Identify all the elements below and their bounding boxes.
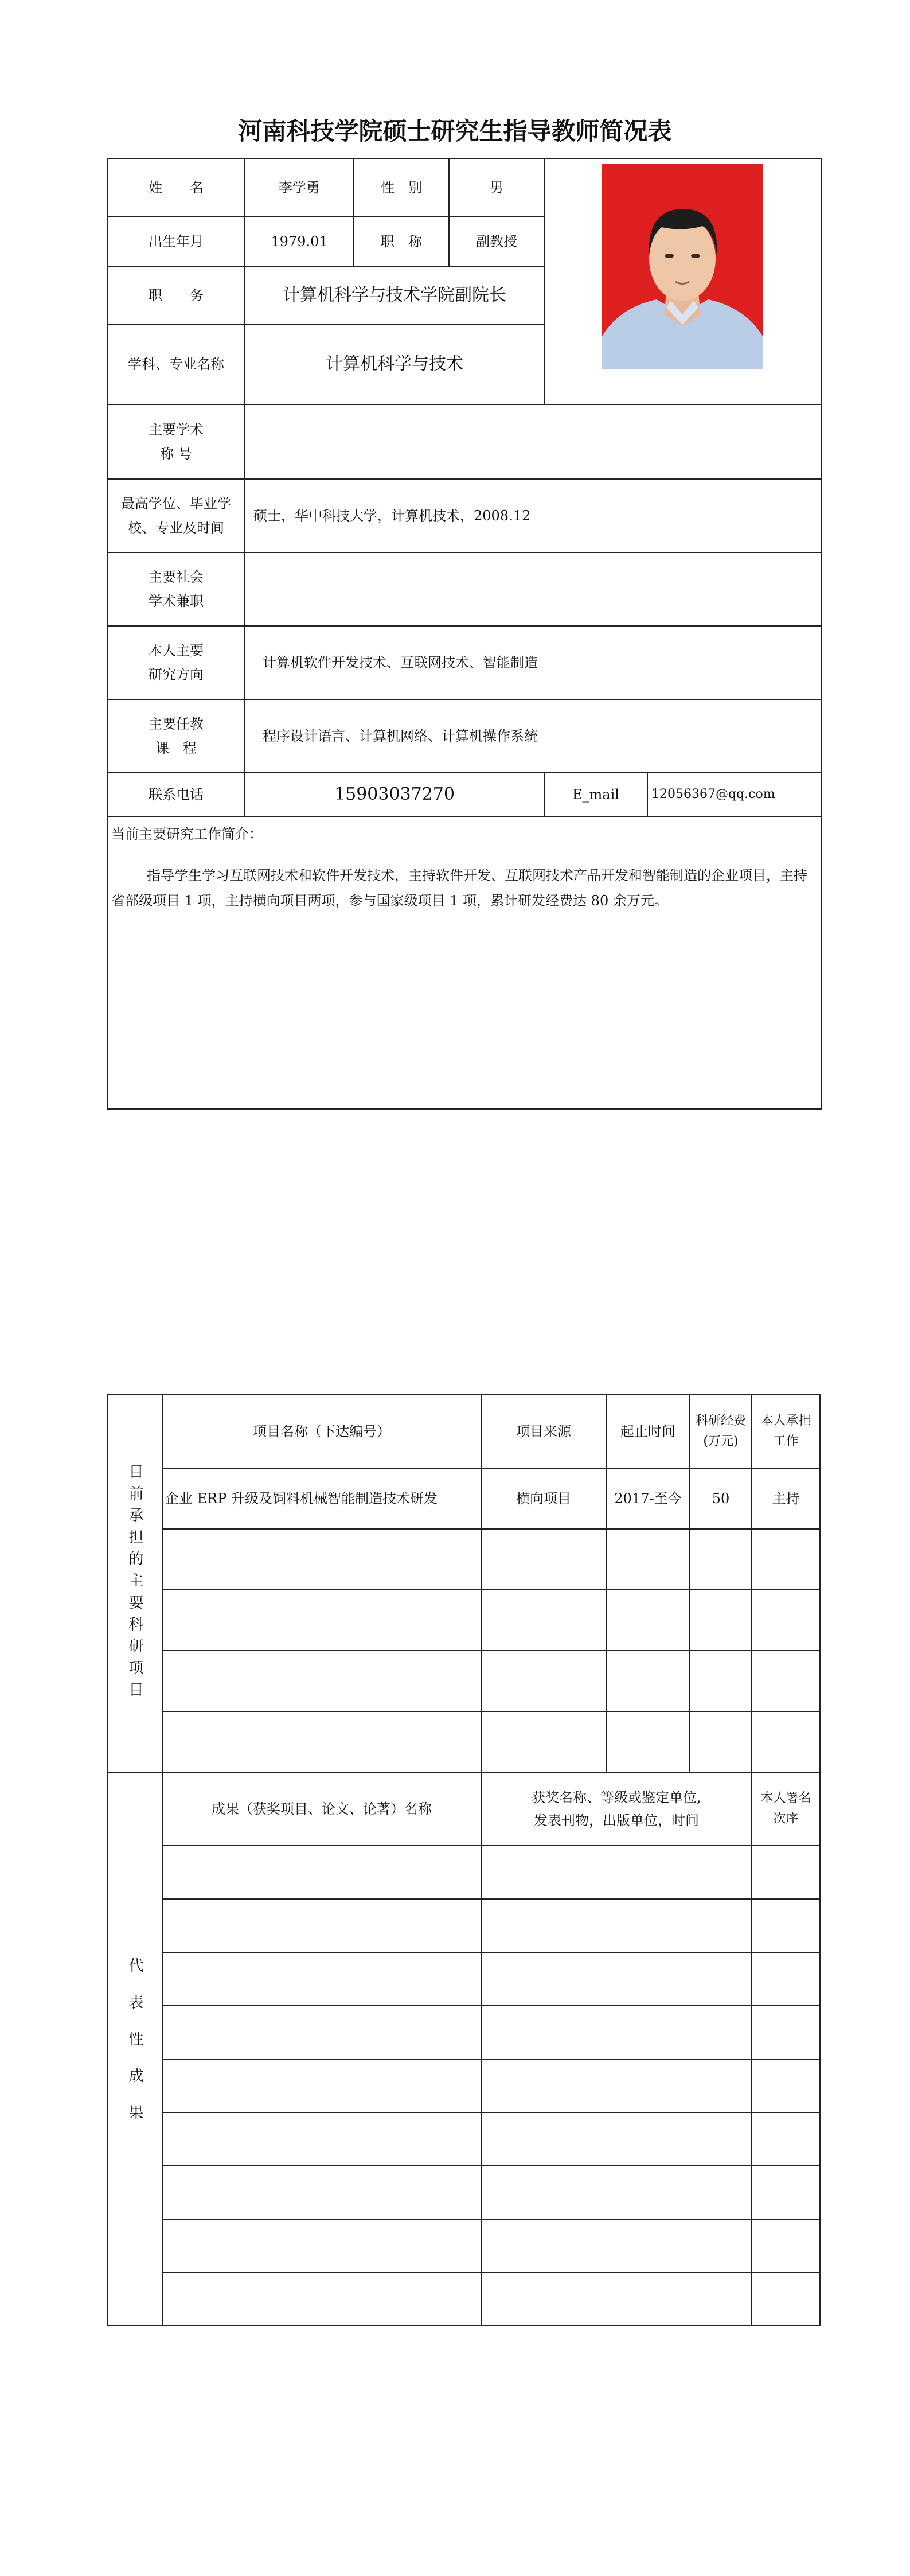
project-source-cell <box>481 1590 606 1651</box>
phone-value: 15903037270 <box>245 773 544 816</box>
birth-value: 1979.01 <box>245 216 354 267</box>
avatar <box>602 164 763 369</box>
projects-side-label: 目前承担的主要科研项目 <box>107 1395 162 1772</box>
research-value: 计算机软件开发技术、互联网技术、智能制造 <box>245 626 821 699</box>
project-role-cell: 主持 <box>752 1468 820 1529</box>
table-row <box>107 2112 820 2166</box>
email-label: E_mail <box>544 773 647 816</box>
email-value: 12056367@qq.com <box>647 773 821 816</box>
project-funding-cell <box>690 1651 752 1711</box>
intro-text: 指导学生学习互联网技术和软件开发技术，主持软件开发、互联网技术产品开发和智能制造的企业项目，主持省部级项目 1 项，主持横向项目两项，参与国家级项目 1 项，累计研发经费达 80 余万元。 <box>111 867 807 909</box>
table-row <box>107 2166 820 2219</box>
project-period-cell <box>606 1529 690 1590</box>
project-source-cell <box>481 1711 606 1772</box>
intro-heading: 当前主要研究工作简介： <box>111 826 263 842</box>
degree-value: 硕士，华中科技大学，计算机技术，2008.12 <box>245 479 821 552</box>
title-label: 职 称 <box>354 216 449 267</box>
achievements-header-order: 本人署名次序 <box>752 1772 820 1846</box>
table-row <box>107 2059 820 2112</box>
project-name-cell: 企业 ERP 升级及饲料机械智能制造技术研发 <box>162 1468 481 1529</box>
page-title: 河南科技学院硕士研究生指导教师简况表 <box>238 117 672 145</box>
project-funding-cell <box>690 1529 752 1590</box>
gender-value: 男 <box>449 159 544 216</box>
title-value: 副教授 <box>449 216 544 267</box>
position-label: 职 务 <box>107 267 245 324</box>
table-row <box>107 2006 820 2059</box>
table-row <box>107 2273 820 2326</box>
projects-header-source: 项目来源 <box>481 1395 606 1468</box>
degree-label: 最高学位、毕业学 校、专业及时间 <box>107 479 245 552</box>
table-row <box>107 1651 820 1711</box>
project-name-cell <box>162 1651 481 1711</box>
project-name-cell <box>162 1529 481 1590</box>
project-role-cell <box>752 1651 820 1711</box>
project-role-cell <box>752 1711 820 1772</box>
courses-value: 程序设计语言、计算机网络、计算机操作系统 <box>245 699 821 773</box>
honors-value <box>245 404 821 479</box>
social-label: 主要社会 学术兼职 <box>107 552 245 626</box>
achievements-side-label: 代表性成果 <box>107 1772 162 2326</box>
table-row <box>107 1529 820 1590</box>
table-row <box>107 1846 820 1899</box>
project-funding-cell <box>690 1590 752 1651</box>
project-name-cell <box>162 1711 481 1772</box>
projects-header-period: 起止时间 <box>606 1395 690 1468</box>
discipline-value: 计算机科学与技术 <box>245 324 544 404</box>
project-funding-cell <box>690 1711 752 1772</box>
projects-achievements-table <box>107 1394 821 2326</box>
honors-label: 主要学术 称 号 <box>107 404 245 479</box>
phone-label: 联系电话 <box>107 773 245 816</box>
table-row <box>107 1952 820 2006</box>
name-value: 李学勇 <box>245 159 354 216</box>
table-row <box>107 1899 820 1952</box>
social-value <box>245 552 821 626</box>
project-name-cell <box>162 1590 481 1651</box>
photo-cell <box>544 159 821 404</box>
project-period-cell: 2017-至今 <box>606 1468 690 1529</box>
projects-header-funding: 科研经费(万元) <box>690 1395 752 1468</box>
project-period-cell <box>606 1711 690 1772</box>
courses-label: 主要任教 课 程 <box>107 699 245 773</box>
project-role-cell <box>752 1529 820 1590</box>
project-source-cell <box>481 1529 606 1590</box>
project-period-cell <box>606 1651 690 1711</box>
table-row <box>107 2219 820 2273</box>
table-row <box>107 1711 820 1772</box>
project-role-cell <box>752 1590 820 1651</box>
project-funding-cell: 50 <box>690 1468 752 1529</box>
profile-table <box>107 158 822 1110</box>
table-row <box>107 1468 820 1529</box>
name-label: 姓 名 <box>107 159 245 216</box>
gender-label: 性 别 <box>354 159 449 216</box>
birth-label: 出生年月 <box>107 216 245 267</box>
projects-header-role: 本人承担工作 <box>752 1395 820 1468</box>
portrait-image <box>602 164 763 369</box>
achievements-header-publication: 获奖名称、等级或鉴定单位, 发表刊物，出版单位，时间 <box>481 1772 752 1846</box>
project-source-cell: 横向项目 <box>481 1468 606 1529</box>
achievements-header-name: 成果（获奖项目、论文、论著）名称 <box>162 1772 481 1846</box>
projects-header-name: 项目名称（下达编号） <box>162 1395 481 1468</box>
research-label: 本人主要 研究方向 <box>107 626 245 699</box>
discipline-label: 学科、专业名称 <box>107 324 245 404</box>
table-row <box>107 1590 820 1651</box>
project-source-cell <box>481 1651 606 1711</box>
project-period-cell <box>606 1590 690 1651</box>
research-intro <box>107 816 821 1109</box>
position-value: 计算机科学与技术学院副院长 <box>245 267 544 324</box>
